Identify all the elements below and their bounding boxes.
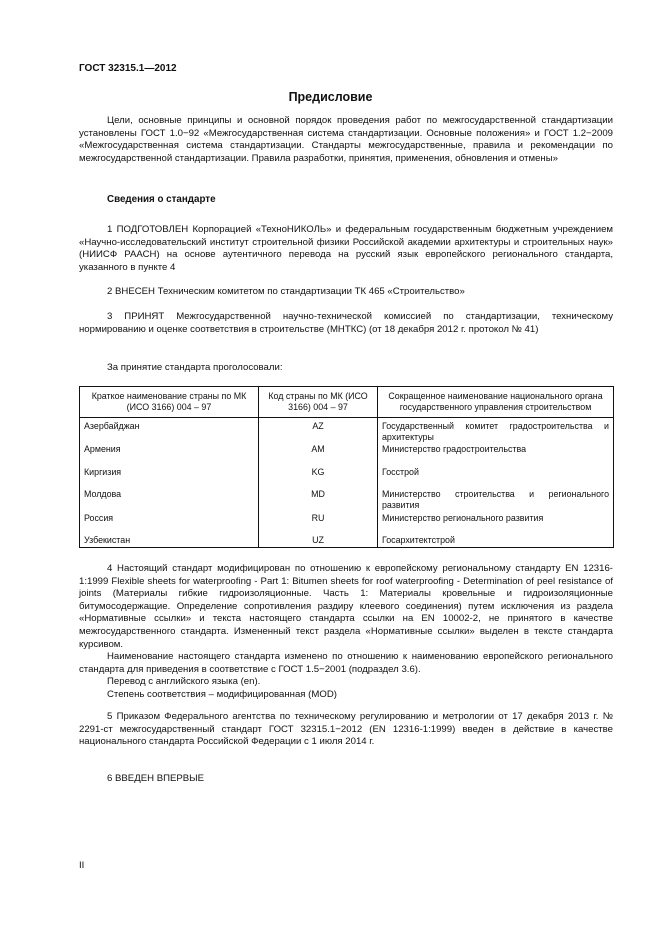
organization-cell: Министерство градостроительства: [378, 444, 614, 467]
document-code-header: ГОСТ 32315.1—2012: [79, 63, 177, 74]
page-title: Предисловие: [288, 90, 373, 104]
country-cell: Киргизия: [80, 467, 259, 489]
code-cell: UZ: [259, 535, 378, 548]
table-row: [80, 444, 614, 467]
code-cell: MD: [259, 489, 378, 513]
table-header-row: [80, 387, 614, 418]
country-cell: Узбекистан: [80, 535, 259, 548]
item-6-paragraph: 6 ВВЕДЕН ВПЕРВЫЕ: [107, 773, 205, 784]
country-cell: Россия: [80, 513, 259, 535]
standard-info-heading: Сведения о стандарте: [107, 194, 216, 205]
table-header-code: Код страны по МК (ИСО 3166) 004 – 97: [259, 387, 378, 418]
vote-intro-text: За принятие стандарта проголосовали:: [107, 362, 283, 373]
country-cell: Армения: [80, 444, 259, 467]
organization-cell: Госархитектстрой: [378, 535, 614, 548]
code-cell: AZ: [259, 418, 378, 445]
translation-note: Перевод с английского языка (en).: [107, 676, 261, 688]
organization-cell: Министерство регионального развития: [378, 513, 614, 535]
table-row: [80, 418, 614, 445]
table-header-country: Краткое наименование страны по МК (ИСО 3166) 004 – 97: [80, 387, 259, 418]
item-4-section: [79, 563, 613, 702]
item-3-paragraph: 3 ПРИНЯТ Межгосударственной научно-технической комиссией по стандартизации, техническому нормированию и оценке соответствия в строительстве (МНТКС) (от 18 декабря 2012 г. протокол № 41): [79, 311, 613, 335]
intro-paragraph: Цели, основные принципы и основной порядок проведения работ по межгосударственной стандартизации установлены ГОСТ 1.0−92 «Межгосударственная система стандартизации. Основные положения» и ГОСТ 1.2−2009 «Межгосударственная система стандартизации. Стандарты межгосударственные, правила и рекомендации по межгосударственной стандартизации. Правила разработки, принятия, применения, обновления и отмены»: [79, 115, 613, 164]
voting-table: [79, 386, 614, 548]
item-5-paragraph: 5 Приказом Федерального агентства по техническому регулированию и метрологии от 17 декабря 2013 г. № 2291-ст межгосударственный стандарт ГОСТ 32315.1−2012 (EN 12316-1:1999) введен в действие в качестве национального стандарта Российской Федерации с 1 июля 2014 г.: [79, 711, 613, 748]
country-cell: Азербайджан: [80, 418, 259, 445]
table-header-organization: Сокращенное наименование национального органа государственного управления строительством: [378, 387, 614, 418]
table-row: [80, 513, 614, 535]
code-cell: KG: [259, 467, 378, 489]
item-4-paragraph: 4 Настоящий стандарт модифицирован по отношению к европейскому региональному стандарту EN 12316-1:1999 Flexible sheets for waterproofing - Part 1: Bitumen sheets for roof waterproofing - Determination of peel resistance of joints (Материалы гибкие гидроизоляционные. Часть 1: Материалы кровельные и гидроизоляционные битумосодержащие. Определение сопротивления раздиру клеевого соединения) путем исключения из раздела «Нормативные ссылки» и текста настоящего стандарта ссылки на EN 10002-2, не принятого в качестве межгосударственного стандарта. Измененный текст раздела «Нормативные ссылки» выделен в тексте стандарта курсивом.: [79, 563, 613, 650]
organization-cell: Госстрой: [378, 467, 614, 489]
conformity-degree-note: Степень соответствия – модифицированная (MOD): [107, 688, 337, 700]
country-cell: Молдова: [80, 489, 259, 513]
page-number: II: [79, 860, 85, 871]
item-1-paragraph: 1 ПОДГОТОВЛЕН Корпорацией «ТехноНИКОЛЬ» и федеральным государственным бюджетным учреждением «Научно-исследовательский институт строительной физики Российской академии архитектуры и строительных наук» (НИИСФ РААСН) на основе аутентичного перевода на русский язык европейского регионального стандарта, указанного в пункте 4: [79, 224, 613, 273]
table-row: [80, 489, 614, 513]
table-row: [80, 467, 614, 489]
organization-cell: Министерство строительства и регионального развития: [378, 489, 614, 513]
item-4-title-note: Наименование настоящего стандарта изменено по отношению к наименованию европейского регионального стандарта для приведения в соответствие с ГОСТ 1.5−2001 (подраздел 3.6).: [79, 651, 613, 675]
organization-cell: Государственный комитет градостроительства и архитектуры: [378, 418, 614, 445]
item-2-paragraph: 2 ВНЕСЕН Техническим комитетом по стандартизации ТК 465 «Строительство»: [107, 286, 465, 297]
code-cell: RU: [259, 513, 378, 535]
code-cell: AM: [259, 444, 378, 467]
table-row: [80, 535, 614, 548]
